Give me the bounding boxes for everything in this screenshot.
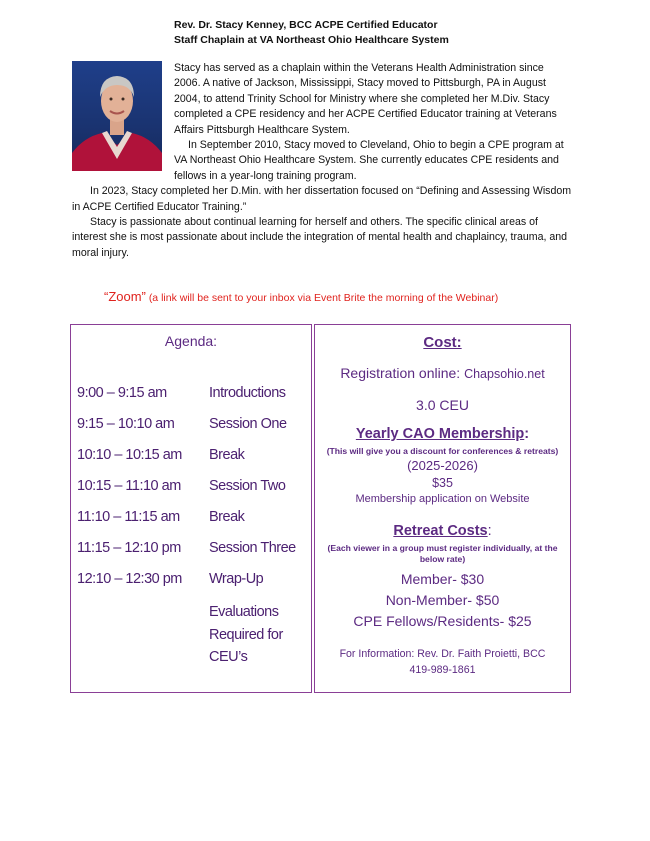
speaker-title: Staff Chaplain at VA Northeast Ohio Healthcare System — [174, 34, 449, 46]
nonmember-price: Non-Member- $50 — [385, 592, 500, 608]
bio-paragraph-2: In September 2010, Stacy moved to Cleveland, Ohio to begin a CPE program at VA Northeast Ohio Healthcare System. She currently educates CPE residents and fellows in a year-long training program. — [174, 139, 564, 182]
agenda-session: Session One — [209, 416, 287, 432]
eval-line: Evaluations — [209, 604, 279, 620]
retreat-colon: : — [487, 523, 492, 539]
membership-application: Membership application on Website — [355, 493, 530, 505]
agenda-time: 10:10 – 10:15 am — [77, 447, 182, 463]
eval-line: CEU’s — [209, 649, 248, 665]
agenda-time: 12:10 – 12:30 pm — [77, 571, 182, 587]
membership-note: (This will give you a discount for conferences & retreats) — [326, 446, 559, 456]
bio-paragraph-3: In 2023, Stacy completed her D.Min. with her dissertation focused on “Defining and Assessing Wisdom in ACPE Certified Educator Training.” — [72, 185, 572, 213]
agenda-title: Agenda: — [164, 333, 218, 349]
zoom-label: “Zoom” — [104, 289, 146, 304]
retreat-note: (Each viewer in a group must register individually, at the below rate) — [327, 543, 558, 564]
membership-heading — [315, 426, 570, 442]
bio-section — [72, 61, 572, 261]
agenda-session: Session Two — [209, 478, 286, 494]
zoom-note: (a link will be sent to your inbox via Event Brite the morning of the Webinar) — [148, 292, 499, 304]
agenda-session: Introductions — [209, 385, 286, 401]
agenda-time: 11:15 – 12:10 pm — [77, 540, 181, 556]
contact-info: For Information: Rev. Dr. Faith Proietti, BCC — [339, 648, 546, 660]
membership-year: (2025-2026) — [407, 458, 478, 473]
evaluations-note — [209, 601, 283, 669]
membership-title: Yearly CAO Membership — [355, 426, 525, 442]
retreat-heading — [315, 523, 570, 539]
fellows-price: CPE Fellows/Residents- $25 — [353, 613, 532, 629]
agenda-session: Wrap-Up — [209, 571, 264, 587]
cost-box — [314, 324, 571, 693]
bio-paragraph-1: Stacy has served as a chaplain within the Veterans Health Administration since 2006. A native of Jackson, Mississippi, Stacy moved to Pittsburgh, PA in August 2004, to attend Trinity School for Ministry where she completed her M.Div. Stacy completed a CPE residency and her ACPE Certified Educator training at Veterans Affairs Pittsburgh Healthcare System. — [174, 62, 557, 136]
zoom-notice — [104, 289, 498, 304]
agenda-session: Session Three — [209, 540, 296, 556]
agenda-session: Break — [209, 509, 245, 525]
eval-line: Required for — [209, 626, 283, 643]
cost-title: Cost: — [423, 334, 462, 351]
agenda-box — [70, 324, 312, 693]
member-price: Member- $30 — [400, 571, 485, 587]
registration-line — [315, 365, 570, 381]
membership-price: $35 — [432, 476, 453, 490]
contact-phone: 419-989-1861 — [409, 664, 476, 676]
membership-colon: : — [524, 426, 530, 442]
registration-site: Chapsohio.net — [464, 367, 545, 381]
speaker-name: Rev. Dr. Stacy Kenney, BCC ACPE Certified Educator — [174, 19, 438, 31]
bio-paragraph-4: Stacy is passionate about continual learning for herself and others. The specific clinical areas of interest she is most passionate about include the integration of mental health and chaplaincy, trauma, and moral injury. — [72, 216, 568, 259]
agenda-session: Break — [209, 447, 245, 463]
agenda-time: 9:00 – 9:15 am — [77, 385, 167, 401]
agenda-time: 9:15 – 10:10 am — [77, 416, 175, 432]
retreat-title: Retreat Costs — [393, 523, 488, 539]
agenda-time: 10:15 – 11:10 am — [77, 478, 181, 494]
registration-label: Registration online: — [340, 365, 461, 381]
agenda-time: 11:10 – 11:15 am — [77, 509, 180, 525]
ceu-count: 3.0 CEU — [416, 397, 469, 413]
